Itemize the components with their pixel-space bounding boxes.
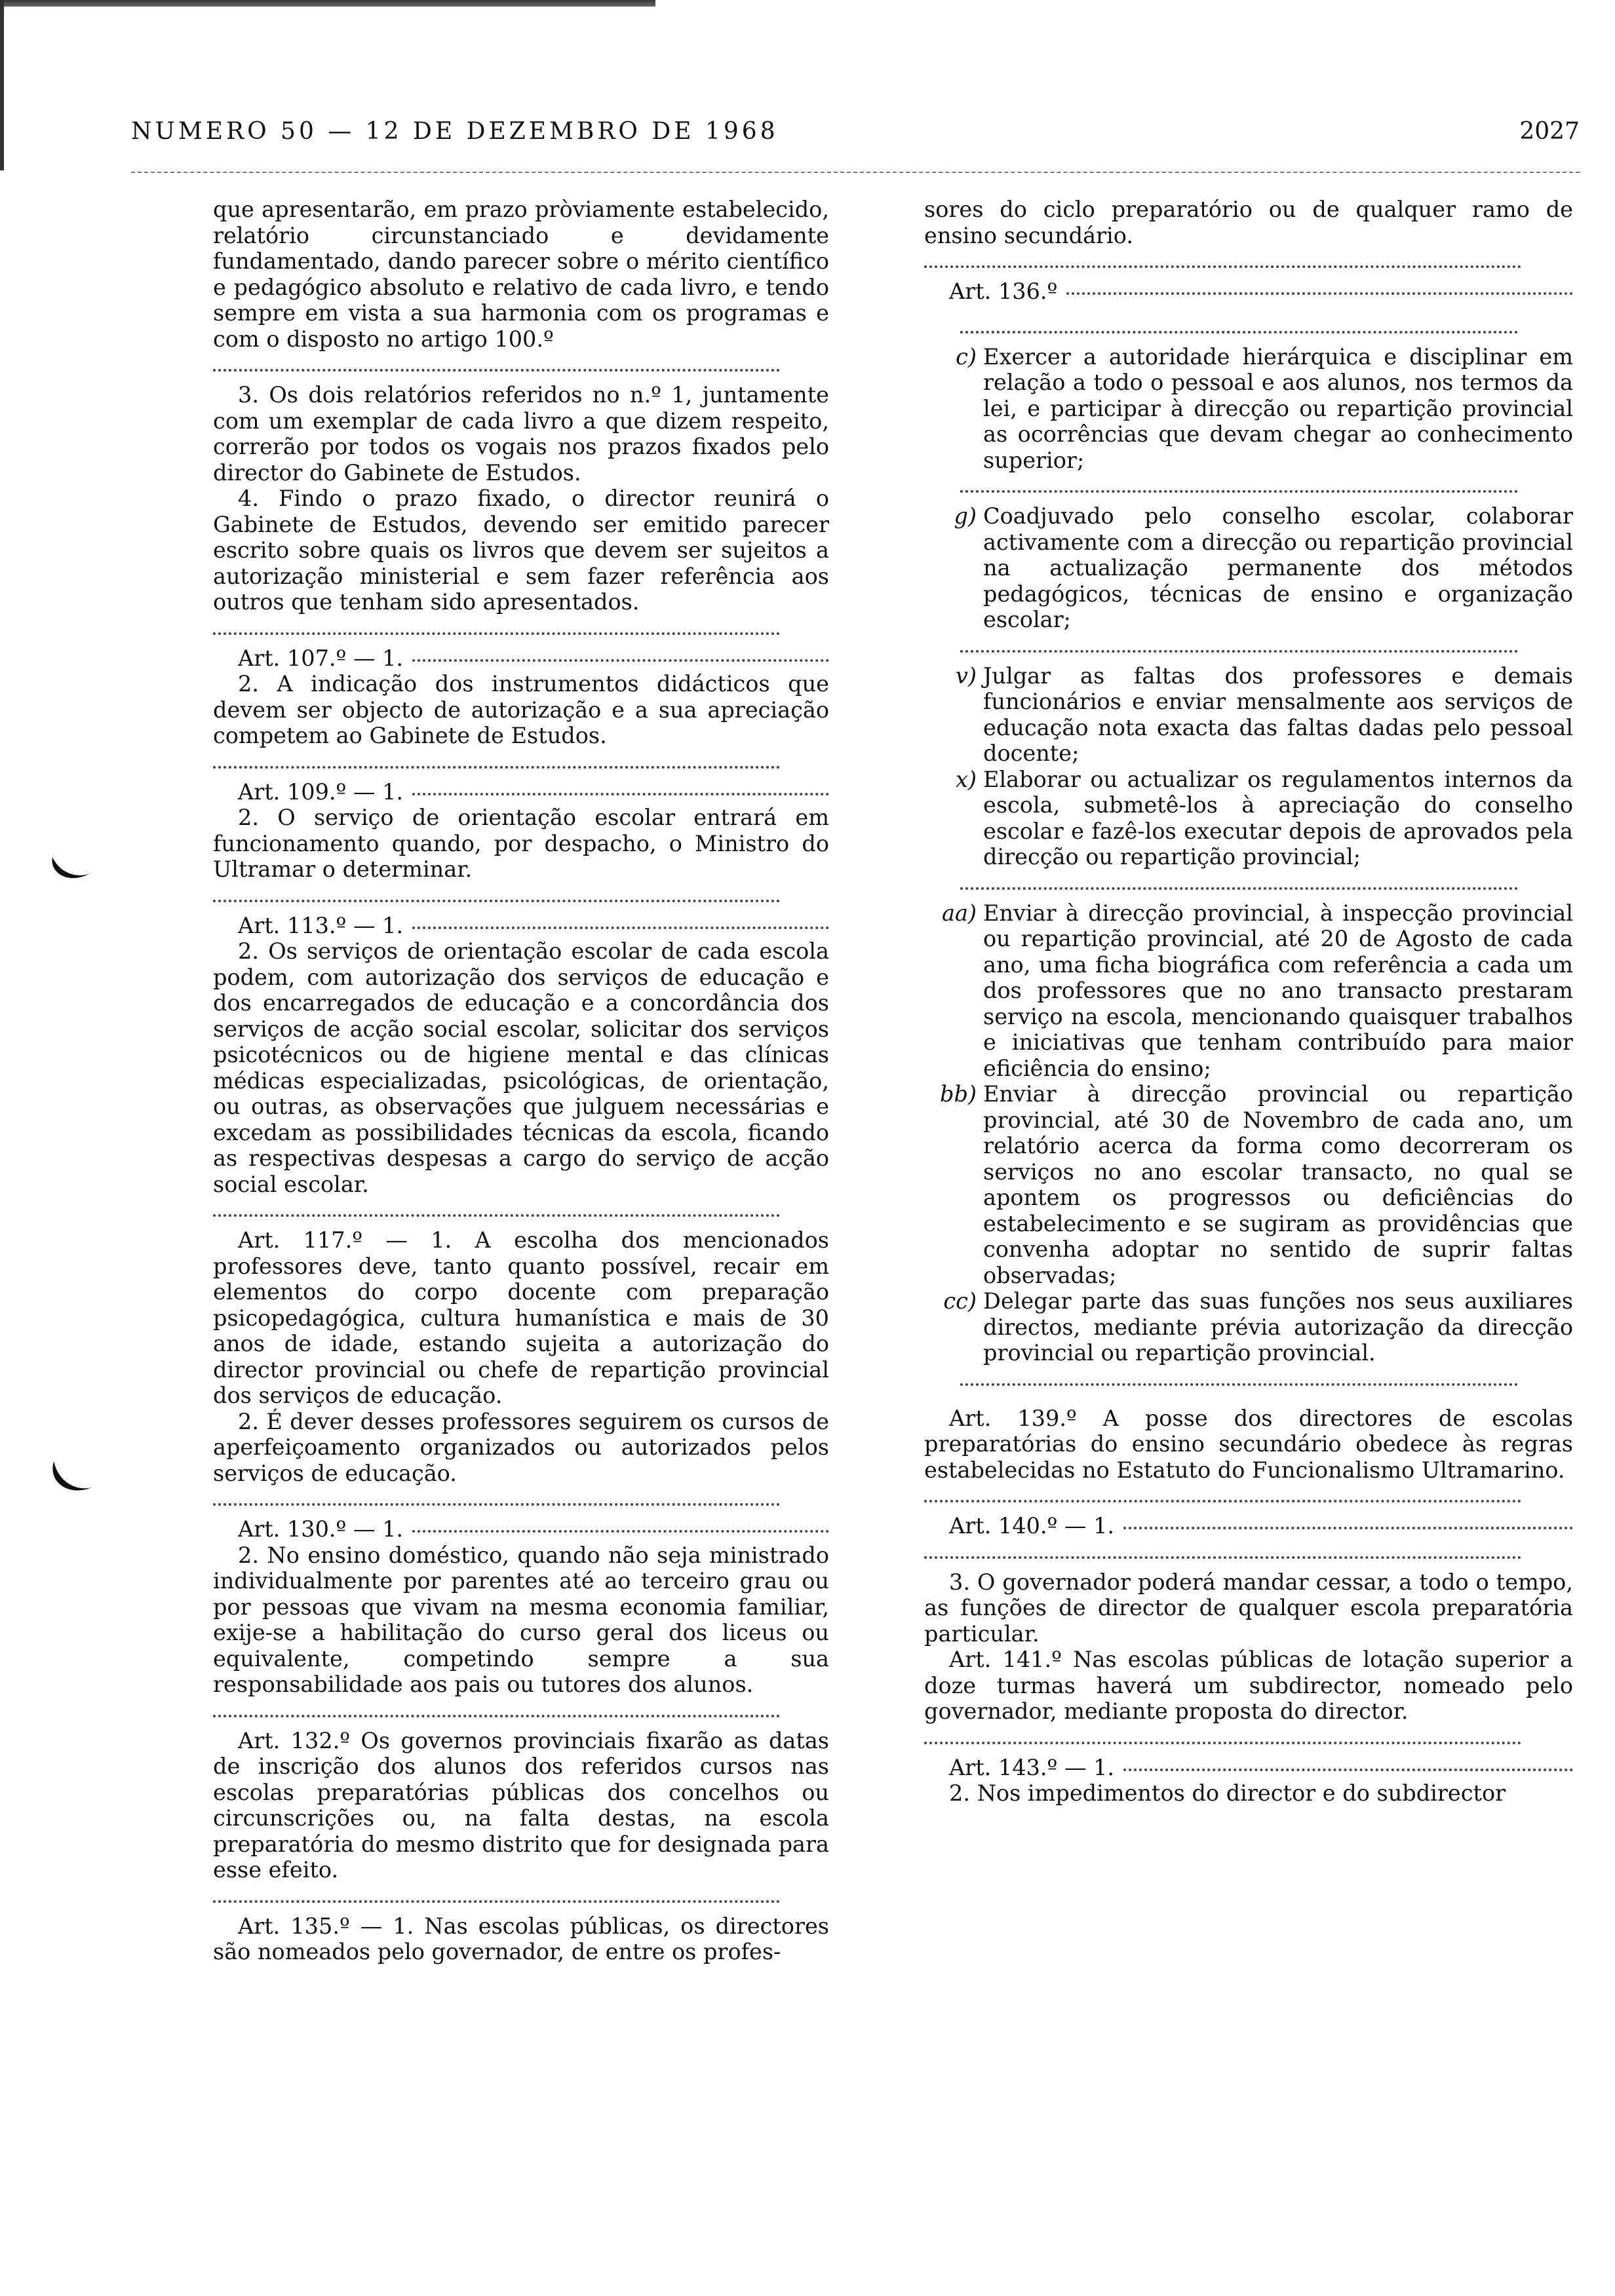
paragraph: 2. No ensino doméstico, quando não seja ministrado individualmente por parentes até ao terceiro grau ou por pessoas que vivam na mesma economia familiar, exije-se a habilitação do curso geral dos liceus ou equivalente, competindo sempre a sua responsabilidade aos pais ou tutores dos alunos. [213,1542,829,1697]
article-ref: Art. 136.º [949,278,1058,304]
page-number: 2027 [1519,118,1580,145]
alinea-letter: g) [954,503,977,529]
article-line [213,1516,829,1542]
omission-dots [213,1204,780,1217]
omission-dots [213,1890,780,1903]
alinea-item [924,1081,1573,1288]
omission-dots [960,877,1518,890]
omission-dots [213,756,780,769]
leader-dots [412,1530,829,1533]
paragraph: 3. O governador poderá mandar cessar, a todo o tempo, as funções de director de qualquer escola preparatória particular. [924,1569,1573,1647]
article-line [213,779,829,805]
alinea-letter: x) [956,766,977,792]
alinea-letter: aa) [941,900,977,926]
omission-dots [960,320,1518,334]
paragraph: 3. Os dois relatórios referidos no n.º 1, juntamente com um exemplar de cada livro a que dizem respeito, correrão por todos os vogais nos prazos fixados pelo director do Gabinete de Estudos. [213,382,829,486]
header-rule [131,172,1580,173]
leader-dots [1123,1527,1573,1529]
article-ref: Art. 113.º — 1. [238,912,404,938]
left-column [213,197,829,1965]
omission-dots [213,1704,780,1717]
gazette-issue-title: NUMERO 50 — 12 DE DEZEMBRO DE 1968 [131,118,779,145]
article-line [924,1755,1573,1781]
omission-dots [924,1546,1521,1559]
leader-dots [412,793,829,795]
paragraph: Art. 132.º Os governos provinciais fixarão as datas de inscrição dos alunos dos referidos cursos nas escolas preparatórias públicas dos concelhos ou circunscrições ou, na falta destas, na escola preparatória do mesmo distrito que for designada para esse efeito. [213,1727,829,1883]
paragraph: 2. Os serviços de orientação escolar de cada escola podem, com autorização dos serviços de educação e dos encarregados de educação e a concordância dos serviços de acção social escolar, solicitar dos serviços psicotécnicos ou de higiene mental e das clínicas médicas especializadas, psicológicas, de orientação, ou outras, as observações que julguem necessárias e excedam as possibilidades técnicas da escola, ficando as respectivas despesas a cargo do serviço de acção social escolar. [213,938,829,1197]
alinea-letter: c) [956,343,977,370]
article-ref: Art. 143.º — 1. [949,1754,1115,1780]
alinea-text: Enviar à direcção provincial, à inspecção provincial ou repartição provincial, até 20 de Agosto de cada ano, uma ficha biográfica com referência a cada um dos professores que no ano transacto prestaram serviço na escola, mencionando quaisquer trabalhos e iniciativas que tenham contribuído para maior eficiência do ensino; [983,900,1573,1081]
omission-dots [924,255,1521,268]
leader-dots [412,927,829,929]
alinea-text: Julgar as faltas dos professores e demais funcionários e enviar mensalmente aos serviços de educação nota exacta das faltas dadas pelo pessoal docente; [983,662,1573,766]
omission-dots [213,358,780,372]
paragraph: que apresentarão, em prazo pròviamente estabelecido, relatório circunstanciado e devidamente fundamentado, dando parecer sobre o mérito científico e pedagógico absoluto e relativo de cada livro, e tendo sempre em vista a sua harmonia com os programas e com o disposto no artigo 100.º [213,197,829,352]
page-header [131,118,1580,157]
leader-dots [1066,292,1573,295]
alinea-item [924,663,1573,767]
alinea-text: Exercer a autoridade hierárquica e disciplinar em relação a todo o pessoal e aos alunos, nos termos da lei, e participar à direcção ou repartição provincial as ocorrências que devam chegar ao conhecimento superior; [983,343,1573,473]
omission-dots [960,480,1518,493]
paragraph: Art. 117.º — 1. A escolha dos mencionados professores deve, tanto quanto possível, recair em elementos do corpo docente com preparação psicopedagógica, cultura humanística e mais de 30 anos de idade, estando sujeita a autorização do director provincial ou chefe de repartição provincial dos serviços de educação. [213,1227,829,1408]
scan-artifact-top [0,0,655,7]
paragraph: sores do ciclo preparatório ou de qualquer ramo de ensino secundário. [924,197,1573,248]
paragraph: 2. Nos impedimentos do director e do subdirector [949,1780,1506,1806]
paragraph: Art. 141.º Nas escolas públicas de lotação superior a doze turmas haverá um subdirector, nomeado pelo governador, mediante proposta do director. [924,1647,1573,1724]
alinea-text: Delegar parte das suas funções nos seus auxiliares directos, mediante prévia autorização da direcção provincial ou repartição provincial. [983,1288,1573,1366]
alinea-item [924,503,1573,633]
article-ref: Art. 107.º — 1. [238,645,404,671]
paragraph: 2. O serviço de orientação escolar entrará em funcionamento quando, por despacho, o Ministro do Ultramar o determinar. [213,805,829,882]
paragraph: 2. É dever desses professores seguirem os cursos de aperfeiçoamento organizados ou autorizados pelos serviços de educação. [213,1408,829,1486]
alinea-letter: bb) [940,1081,977,1107]
punch-hole-mark-icon [46,1455,98,1501]
alinea-text: Enviar à direcção provincial ou repartição provincial, até 30 de Novembro de cada ano, um relatório acerca da forma como decorreram os serviços no ano escolar transacto, no qual se apontem os progressos ou deficiências do estabelecimento e se sugiram as providências que convenha adoptar no sentido de suprir faltas observadas; [983,1081,1573,1288]
omission-dots [213,1493,780,1506]
paragraph: 4. Findo o prazo fixado, o director reunirá o Gabinete de Estudos, devendo ser emitido parecer escrito sobre quais os livros que devem ser sujeitos a autorização ministerial e sem fazer referência aos outros que tenham sido apresentados. [213,486,829,615]
right-column [924,197,1573,1807]
scan-artifact-left-edge [0,0,4,170]
alinea-text: Coadjuvado pelo conselho escolar, colaborar activamente com a direcção ou repartição provincial na actualização permanente dos métodos pedagógicos, técnicas de ensino e organização escolar; [983,503,1573,632]
article-ref: Art. 140.º — 1. [949,1513,1115,1539]
alinea-text: Elaborar ou actualizar os regulamentos internos da escola, submetê-los à apreciação do conselho escolar e fazê-los executar depois de aprovados pela direcção ou repartição provincial; [983,766,1573,870]
omission-dots [960,640,1518,653]
omission-dots [924,1731,1521,1744]
article-line [924,278,1573,305]
omission-dots [213,889,780,902]
leader-dots [1123,1769,1573,1771]
paragraph: Art. 135.º — 1. Nas escolas públicas, os directores são nomeados pelo governador, de entre os profes- [213,1913,829,1964]
alinea-item [924,767,1573,870]
article-line [213,645,829,672]
paragraph: Art. 139.º A posse dos directores de escolas preparatórias do ensino secundário obedece às regras estabelecidas no Estatuto do Funcionalismo Ultramarino. [924,1405,1573,1483]
article-ref: Art. 109.º — 1. [238,778,404,805]
alinea-letter: v) [956,662,977,689]
alinea-item [924,900,1573,1082]
omission-dots [924,1489,1521,1502]
omission-dots [960,1373,1518,1386]
punch-hole-mark-icon [46,845,98,891]
omission-dots [213,622,780,635]
paragraph: 2. A indicação dos instrumentos didácticos que devem ser objecto de autorização e a sua apreciação competem ao Gabinete de Estudos. [213,671,829,748]
leader-dots [412,659,829,662]
article-line [924,1513,1573,1539]
alinea-item [924,1288,1573,1366]
article-line [213,913,829,939]
alinea-item [924,344,1573,474]
alinea-letter: cc) [943,1288,977,1314]
article-ref: Art. 130.º — 1. [238,1516,404,1542]
